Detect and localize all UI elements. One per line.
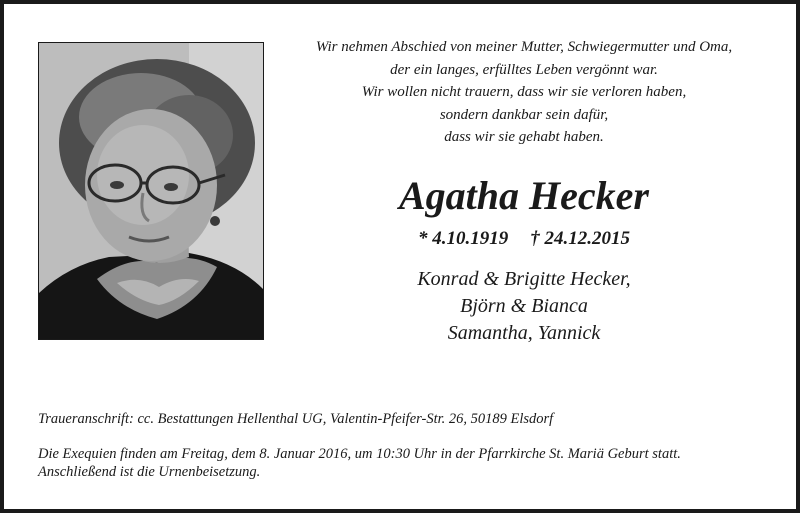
verse-line: Wir wollen nicht trauern, dass wir sie verloren haben, [361, 84, 687, 100]
funeral-line: Die Exequien finden am Freitag, dem 8. Januar 2016, um 10:30 Uhr in der Pfarrkirche St. Mariä Geburt statt. [38, 446, 681, 462]
notice-footer [38, 410, 778, 481]
verse-line: dass wir sie gehabt haben. [444, 129, 604, 145]
funeral-line: Anschließend ist die Urnenbeisetzung. [38, 464, 261, 480]
verse-line: der ein langes, erfülltes Leben vergönnt war. [390, 61, 658, 78]
verse-line: Wir nehmen Abschied von meiner Mutter, Schwiegermutter und Oma, [315, 39, 733, 55]
mourner-line: Konrad & Brigitte Hecker, [417, 268, 631, 290]
mourning-address: Traueranschrift: cc. Bestattungen Hellenthal UG, Valentin-Pfeifer-Str. 26, 50189 Elsdorf [38, 411, 554, 427]
mourner-line: Björn & Bianca [460, 295, 588, 317]
birth-date: * 4.10.1919 [418, 228, 509, 249]
deceased-name: Agatha Hecker [399, 173, 649, 218]
mourners-list [284, 266, 764, 347]
memorial-verse [284, 36, 764, 149]
funeral-details [38, 445, 778, 481]
verse-line: sondern dankbar sein dafür, [439, 106, 609, 123]
mourner-line: Samantha, Yannick [447, 322, 601, 344]
life-dates [284, 226, 764, 252]
death-date: † 24.12.2015 [530, 228, 630, 249]
portrait-photo [38, 42, 264, 340]
portrait-illustration [39, 43, 263, 339]
